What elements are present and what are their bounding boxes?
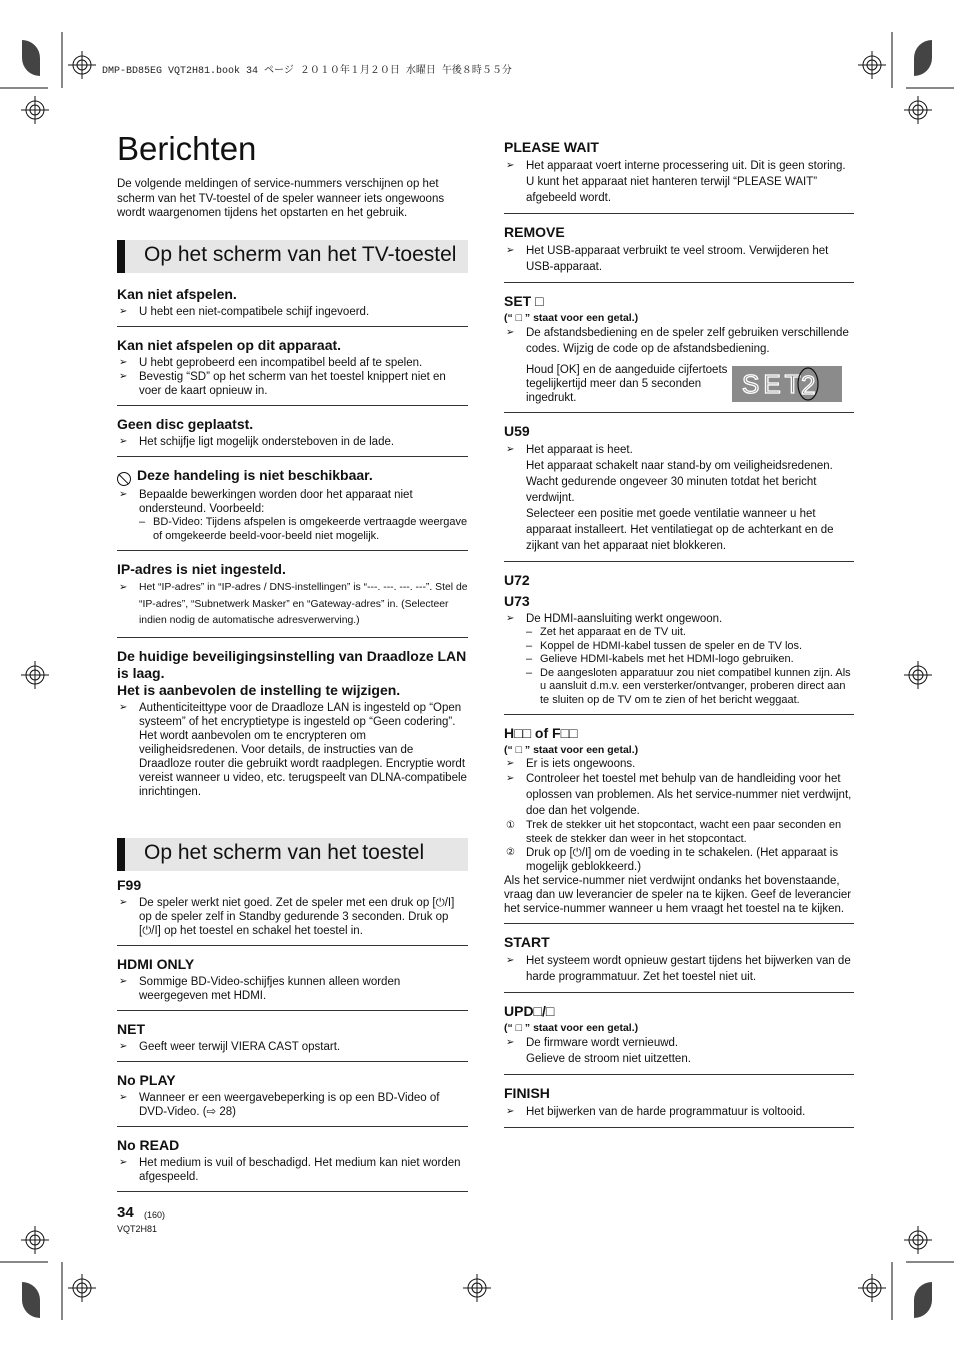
doc-code: VQT2H81	[117, 1224, 158, 1234]
msg-title	[117, 467, 468, 486]
arrow-icon: ➢	[119, 896, 128, 908]
msg-subnote: (“ □ ” staat voor een getal.)	[504, 744, 639, 756]
msg-start	[504, 934, 854, 993]
msg-item: Er is iets ongewoons.	[526, 758, 636, 770]
msg-title: U72	[504, 572, 530, 588]
msg-title: De huidige beveiligingsinstelling van Draadloze LAN is laag. Het is aanbevolen de instelling te wijzigen.	[117, 647, 467, 698]
msg-subnote: (“ □ ” staat voor een getal.)	[504, 312, 639, 324]
lcd-display-graphic	[732, 366, 842, 402]
msg-dash-item: BD-Video: Tijdens afspelen is omgekeerde vertraagde weergave of omgekeerde beeld-voor-beeld niet mogelijk.	[153, 516, 468, 542]
msg-footer-text: Als het service-nummer niet verdwijnt ondanks het bovenstaande, vraag dan uw leverancier de speler na te kijken. Geef de leverancier het service-nummer wanneer u hem vraagt het toestel na te kijken.	[504, 875, 852, 915]
msg-title: UPD□/□	[504, 1003, 555, 1019]
msg-title: No PLAY	[117, 1071, 176, 1088]
msg-item: Het bijwerken van de harde programmatuur is voltooid.	[526, 1106, 806, 1118]
prohibited-icon	[117, 472, 131, 486]
arrow-icon: ➢	[506, 245, 515, 256]
arrow-icon: ➢	[506, 613, 515, 624]
msg-item: Het apparaat is heet. Het apparaat schakelt naar stand-by om veiligheidsredenen. Wacht gedurende ongeveer 30 minuten totdat het bericht verdwijnt. Selecteer een positie met goede ventilatie wanneer u het apparaat installeert. Het ventilatiegat op de achterkant en de zijkant van het apparaat niet blokkeren.	[526, 444, 834, 552]
msg-item: Het schijfje ligt mogelijk ondersteboven in de lade.	[139, 436, 395, 448]
msg-remove	[504, 224, 854, 283]
message-block	[117, 877, 468, 946]
msg-item: Het “IP-adres” in “IP-adres / DNS-instellingen” is “---. ---. ---. ---”. Stel de “IP-adres”, “Subnetwerk Masker” en “Gateway-adres” in. (Selecteer indien nodig de automatische adresverwerving.)	[139, 582, 468, 626]
arrow-icon: ➢	[119, 489, 128, 500]
msg-item: Controleer het toestel met behulp van de handleiding voor het oplossen van problemen. Als het service-nummer niet verdwijnt, doe dan het volgende.	[526, 773, 852, 817]
msg-item: Authenticiteittype voor de Draadloze LAN is ingesteld op “Open systeem” of het encryptietype is ingesteld op “Geen codering”. Het wordt aanbevolen om te encrypteren om veiligheidsredenen. Voor details, de instructies van de Draadloze router die gebruikt wordt raadplegen. Encryptie wordt vereist wanneer u video, etc. terugspeelt van DLNA-compatibele inrichtingen.	[139, 701, 467, 798]
msg-item: Het medium is vuil of beschadigd. Het medium kan niet worden afgespeeld.	[139, 1156, 461, 1183]
msg-item: Geeft weer terwijl VIERA CAST opstart.	[139, 1040, 341, 1053]
arrow-icon: ➢	[119, 436, 128, 447]
msg-item: Bepaalde bewerkingen worden door het apparaat niet ondersteund. Voorbeeld:	[139, 489, 413, 515]
msg-title-2: U73	[504, 593, 530, 609]
msg-finish	[504, 1085, 854, 1128]
msg-item: Het apparaat voert interne processering uit. Dit is geen storing. U kunt het apparaat niet hanteren terwijl “PLEASE WAIT” afgebeeld wordt.	[526, 160, 846, 204]
msg-title: PLEASE WAIT	[504, 139, 599, 155]
msg-u59	[504, 423, 854, 562]
msg-title: No READ	[117, 1136, 180, 1153]
message-block	[117, 1021, 468, 1062]
msg-item: Bevestig “SD” op het scherm van het toestel knippert niet en voer de kaart opnieuw in.	[139, 371, 446, 397]
msg-item: De speler werkt niet goed. Zet de speler met een druk op [⏻/I] op de speler zelf in Standby gedurende 3 seconden. Druk op [⏻/I] op het toestel en schakel het toestel in.	[139, 896, 455, 937]
arrow-icon: ➢	[119, 306, 128, 317]
arrow-icon: ➢	[506, 327, 515, 338]
message-block	[117, 561, 468, 638]
message-block: Deze handeling is niet beschikbaar. ➢ Bepaalde bewerkingen worden door het apparaat niet ondersteund. Voorbeeld: – BD-Video: Tijdens afspelen is omgekeerde vertraagde weergave of omgekeerde beeld-voor-beeld niet mogelijk.	[117, 467, 468, 551]
page-title: Berichten	[117, 130, 257, 167]
section-banner-tv: Op het scherm van het TV-toestel	[117, 240, 468, 273]
msg-please-wait	[504, 139, 854, 214]
msg-item: U hebt een niet-compatibele schijf ingevoerd.	[139, 306, 370, 318]
msg-title: H□□ of F□□	[504, 725, 578, 741]
msg-title: NET	[117, 1020, 145, 1037]
lcd-digit: 2	[801, 370, 816, 400]
arrow-icon: ➢	[119, 1156, 128, 1168]
message-block	[117, 416, 468, 457]
msg-dash-item: Gelieve HDMI-kabels met het HDMI-logo gebruiken.	[540, 653, 794, 665]
msg-title: U59	[504, 423, 530, 439]
msg-item: Wanneer er een weergavebeperking is op een BD-Video of DVD-Video. (⇨ 28)	[139, 1091, 440, 1118]
arrow-icon: ➢	[506, 1037, 515, 1048]
arrow-icon: ➢	[119, 975, 128, 987]
msg-subnote: (“ □ ” staat voor een getal.)	[504, 1022, 639, 1034]
message-block	[117, 956, 468, 1011]
message-block	[117, 337, 468, 406]
msg-item: De HDMI-aansluiting werkt ongewoon.	[526, 613, 723, 625]
set-note: Houd [OK] en de aangeduide cijfertoets tegelijkertijd meer dan 5 seconden ingedrukt.	[526, 364, 728, 404]
step-marker: ①	[506, 820, 515, 831]
unit-messages	[117, 877, 468, 1192]
msg-title: SET □	[504, 293, 544, 309]
arrow-icon: ➢	[506, 1106, 515, 1117]
book-header-line: DMP-BD85EG VQT2H81.book 34 ページ ２０１０年１月２０日 水曜日 午後８時５５分	[102, 66, 512, 77]
lcd-text: SET	[742, 369, 805, 399]
arrow-icon: ➢	[506, 773, 515, 784]
message-block	[117, 1072, 468, 1127]
msg-upd	[504, 1003, 854, 1075]
msg-dash-item: De aangesloten apparatuur zou niet compatibel kunnen zijn. Als u aansluit d.m.v. een versterker/ontvanger, proberen direct aan te sluiten op de TV om te zien of het bericht weggaat.	[540, 666, 851, 706]
msg-item: De afstandsbediening en de speler zelf gebruiken verschillende codes. Wijzig de code op de afstandsbediening.	[526, 327, 849, 355]
right-column	[504, 139, 854, 1138]
msg-item: Het USB-apparaat verbruikt te veel stroom. Verwijderen het USB-apparaat.	[526, 245, 829, 273]
arrow-icon: ➢	[506, 758, 515, 769]
msg-step: Trek de stekker uit het stopcontact, wacht een paar seconden en steek de stekker dan weer in het stopcontact.	[526, 819, 842, 845]
msg-title: FINISH	[504, 1085, 550, 1101]
step-marker: ②	[506, 847, 515, 858]
msg-dash-item: Zet het apparaat en de TV uit.	[540, 626, 686, 638]
message-block	[117, 1137, 468, 1192]
arrow-icon: ➢	[506, 955, 515, 966]
arrow-icon: ➢	[506, 444, 515, 455]
arrow-icon: ➢	[506, 160, 515, 171]
tv-messages	[117, 286, 468, 806]
msg-item: U hebt geprobeerd een incompatibel beeld af te spelen.	[139, 357, 423, 369]
lcd-display	[732, 366, 842, 402]
msg-title: Kan niet afspelen.	[117, 286, 237, 302]
arrow-icon: ➢	[119, 1091, 128, 1103]
page-number: 34	[117, 1204, 134, 1221]
intro-text: De volgende meldingen of service-nummers verschijnen op het scherm van het TV-toestel of de speler wanneer iets ongewoons wordt waargenomen tijdens het opstarten en het gebruik.	[117, 178, 445, 219]
left-column	[117, 240, 468, 1202]
msg-item: Sommige BD-Video-schijfjes kunnen alleen worden weergegeven met HDMI.	[139, 975, 401, 1002]
msg-dash-item: Koppel de HDMI-kabel tussen de speler en de TV los.	[540, 639, 803, 652]
msg-title-text: Deze handeling is niet beschikbaar.	[137, 467, 373, 483]
msg-title: REMOVE	[504, 224, 565, 240]
msg-title: Geen disc geplaatst.	[117, 416, 254, 432]
message-block	[117, 286, 468, 327]
msg-title: Kan niet afspelen op dit apparaat.	[117, 337, 342, 353]
msg-hf	[504, 725, 854, 924]
msg-title: HDMI ONLY	[117, 955, 195, 972]
msg-set	[504, 293, 854, 413]
arrow-icon: ➢	[119, 371, 128, 382]
msg-item: Het systeem wordt opnieuw gestart tijdens het bijwerken van de harde programmatuur. Zet het toestel niet uit.	[526, 955, 851, 983]
msg-item: De firmware wordt vernieuwd. Gelieve de stroom niet uitzetten.	[526, 1037, 691, 1065]
arrow-icon: ➢	[119, 582, 128, 593]
arrow-icon: ➢	[119, 357, 128, 368]
msg-title: IP-adres is niet ingesteld.	[117, 561, 286, 577]
arrow-icon: ➢	[119, 701, 128, 713]
msg-step: Druk op [⏻/I] om de voeding in te schakelen. (Het apparaat is mogelijk geblokkeerd.)	[526, 847, 839, 873]
msg-title: START	[504, 934, 550, 950]
msg-u72-u73: U72 U73 ➢ De HDMI-aansluiting werkt ongewoon. – Zet het apparaat en de TV uit. – Koppel de HDMI-kabel tussen de speler en de TV los. – Gelieve HDMI-kabels met het HDMI-logo gebruiken. – De aangesloten apparatuur zou niet compatibel kunnen zijn. Als u aansluit d.m.v. een versterker/ontvanger, proberen direct aan te sluiten op de TV om te zien of het bericht weggaat.	[504, 572, 854, 715]
msg-title: F99	[117, 876, 142, 893]
message-block	[117, 648, 468, 806]
section-banner-unit: Op het scherm van het toestel	[117, 838, 468, 871]
arrow-icon: ➢	[119, 1040, 128, 1052]
page-number-sub: (160)	[144, 1210, 166, 1220]
